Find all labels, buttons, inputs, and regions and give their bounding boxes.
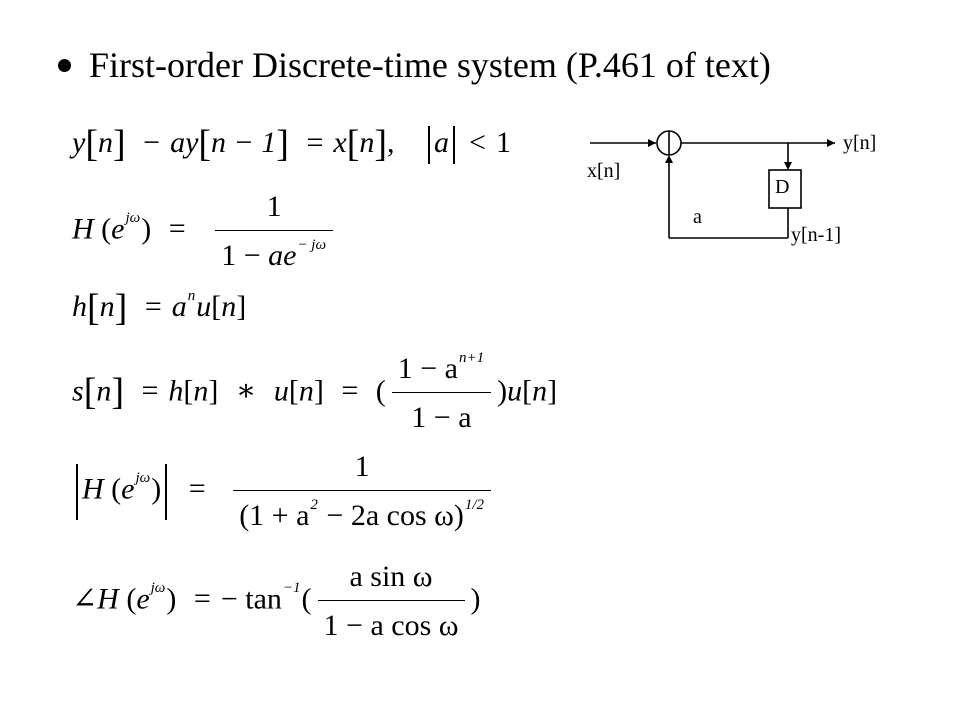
input-label: x[n] [587,160,621,182]
difference-equation: y[n] − ay[n − 1] = x[n], a < 1 [72,123,511,165]
output-label: y[n] [843,132,877,154]
slide-title: First-order Discrete-time system (P.461 of text) [58,44,771,86]
magnitude-response: H $(e^{j\omega})$ = $\frac{1}{(1 + a^2 - 2a \cos \omega)^{1/2}}$ [72,450,497,533]
bullet-icon [58,59,71,72]
block-diagram [585,120,925,270]
impulse-response: $h[n] = a^nu[n]$ [72,287,247,329]
gain-label: a [693,206,702,228]
delay-label: D [775,176,790,198]
delayed-output-label: y[n-1] [791,224,841,246]
phase-response: ∠H $(e^{j\omega})$ = − $\tan^{-1}$( $\frac{\text{a sin ω}}{\text{1 − a cos ω}}$ ) [72,560,481,642]
step-response: s[n] = h[n] ∗ u[n] = ( $\frac{1 - a^{n+1}}{1 - a}$ )u[n] [72,350,558,434]
frequency-response: H $(e^{j\omega})$ = $\frac{1}{1 - ae^{- j\omega}}$ [72,190,339,273]
